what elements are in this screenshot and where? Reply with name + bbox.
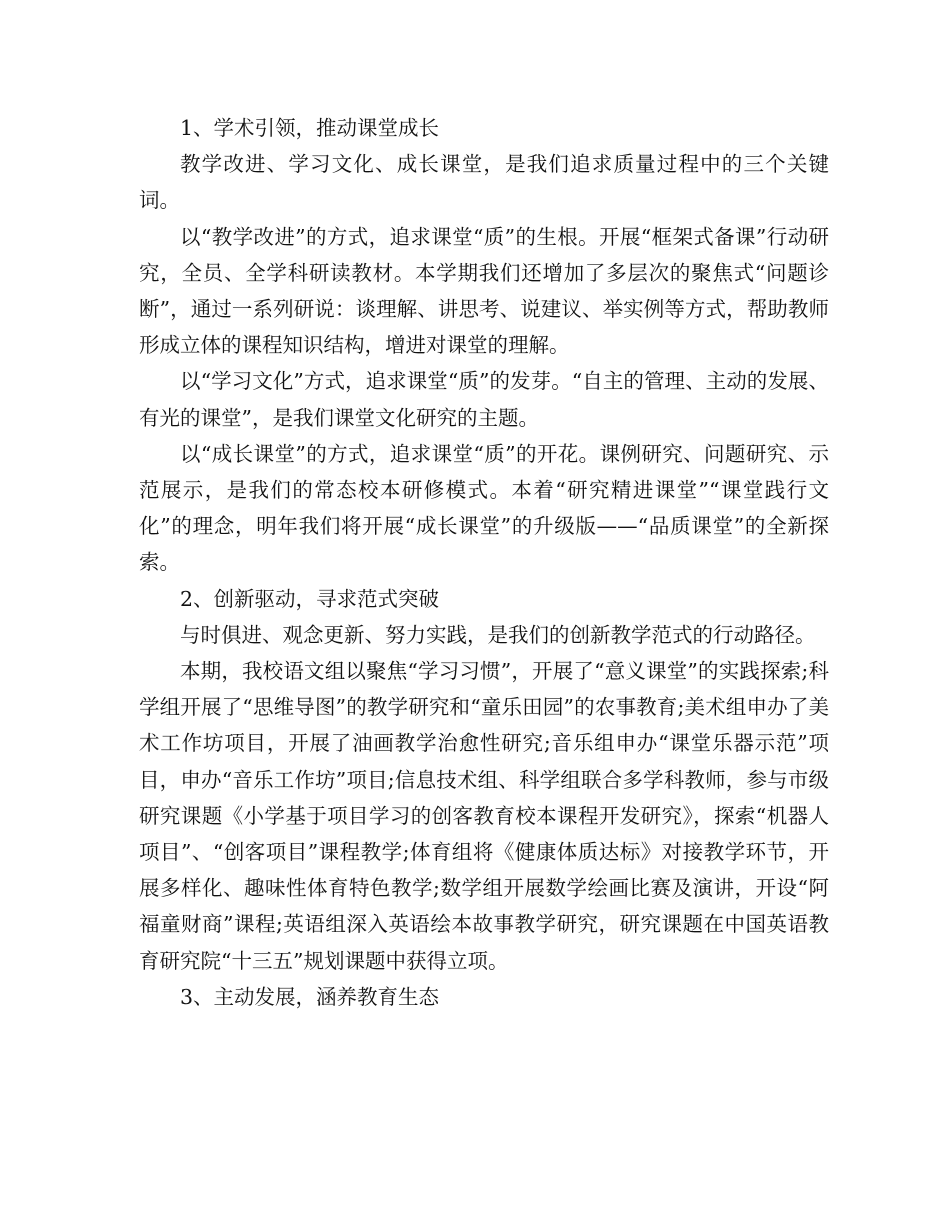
paragraph-learning-culture: 以“学习文化”方式，追求课堂“质”的发芽。“自主的管理、主动的发展、有光的课堂”，是我们课堂文化研究的主题。 — [139, 369, 829, 430]
section-heading-innovation: 2、创新驱动，寻求范式突破 — [180, 586, 440, 611]
paragraph-teaching-improvement: 以“教学改进”的方式，追求课堂“质”的生根。开展“框架式备课”行动研究，全员、全学科研读教材。本学期我们还增加了多层次的聚焦式“问题诊断”，通过一系列研说：谈理解、讲思考、说建议、举实例等方式，帮助教师形成立体的课程知识结构，增进对课堂的理解。 — [139, 224, 829, 358]
section-heading-active-development: 3、主动发展，涵养教育生态 — [180, 984, 440, 1009]
section-heading-academic-leadership: 1、学术引领，推动课堂成长 — [180, 116, 440, 140]
document-page — [139, 110, 829, 1015]
paragraph-innovation-path: 与时俱进、观念更新、努力实践，是我们的创新教学范式的行动路径。 — [180, 622, 816, 647]
paragraph-subject-groups: 本期，我校语文组以聚焦“学习习惯”，开展了“意义课堂”的实践探索;科学组开展了“思维导图”的教学研究和“童乐田园”的农事教育;美术组申办了美术工作坊项目，开展了油画教学治愈性研究;音乐组申办“课堂乐器示范”项目，申办“音乐工作坊”项目;信息技术组、科学组联合多学科教师，参与市级研究课题《小学基于项目学习的创客教育校本课程开发研究》，探索“机器人项目”、“创客项目”课程教学;体育组将《健康体质达标》对接教学环节，开展多样化、趣味性体育特色教学;数学组开展数学绘画比赛及演讲，开设“阿福童财商”课程;英语组深入英语绘本故事教学研究，研究课题在中国英语教育研究院“十三五”规划课题中获得立项。 — [139, 659, 829, 973]
paragraph-keywords: 教学改进、学习文化、成长课堂，是我们追求质量过程中的三个关键词。 — [139, 152, 829, 213]
paragraph-growth-classroom: 以“成长课堂”的方式，追求课堂“质”的开花。课例研究、问题研究、示范展示，是我们的常态校本研修模式。本着“研究精进课堂”“课堂践行文化”的理念，明年我们将开展“成长课堂”的升级版——“品质课堂”的全新探索。 — [139, 441, 829, 575]
